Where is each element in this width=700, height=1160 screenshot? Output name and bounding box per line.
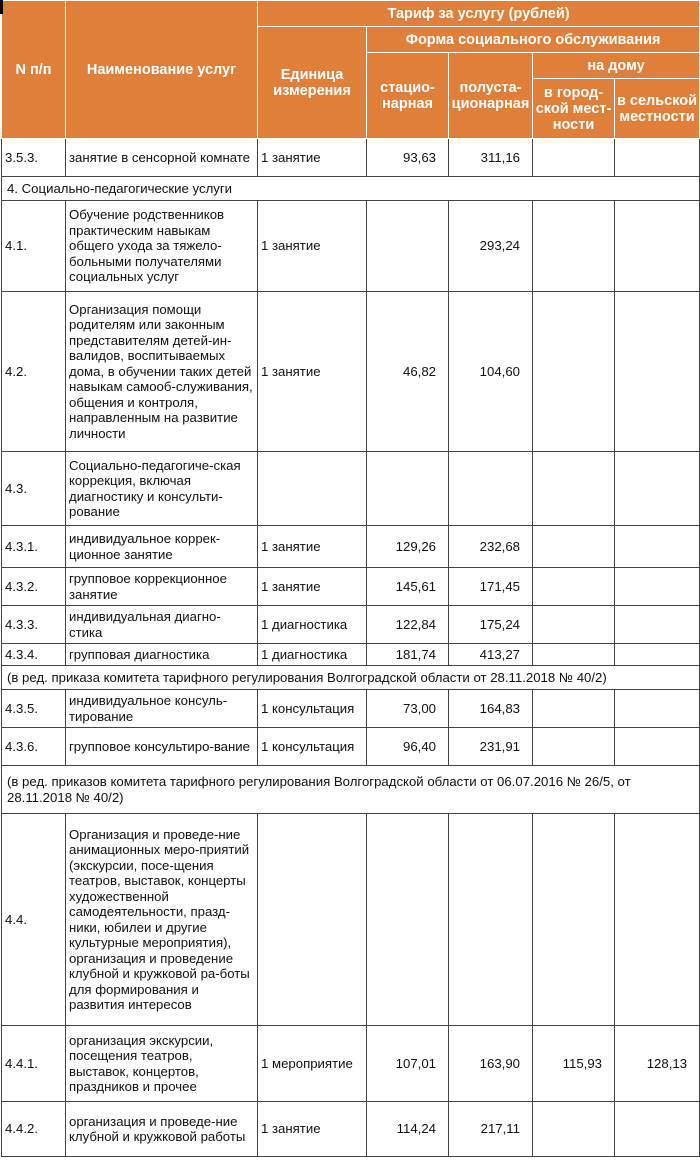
table-row: [2, 1026, 700, 1102]
row-urban: [533, 568, 615, 606]
row-rural: [615, 139, 700, 177]
row-name: Обучение родственников практическим навыкам общего ухода за тяжело-больными получателями социальных услуг: [66, 201, 258, 292]
header-stationary: стацио-нарная: [367, 53, 449, 139]
amendment-row: [2, 666, 700, 690]
row-semi: 413,27: [449, 644, 533, 666]
table-row: [2, 292, 700, 452]
row-stationary: 46,82: [367, 292, 449, 452]
row-semi: 232,68: [449, 526, 533, 568]
row-name: организация экскурсии, посещения театров, выставок, концертов, праздников и прочее: [66, 1026, 258, 1102]
header-num: N п/п: [2, 1, 66, 139]
row-urban: [533, 292, 615, 452]
row-urban: 115,93: [533, 1026, 615, 1102]
row-stationary: [367, 201, 449, 292]
row-stationary: 129,26: [367, 526, 449, 568]
table-row: [2, 606, 700, 644]
row-name: групповое консультиро-вание: [66, 728, 258, 766]
row-rural: [615, 644, 700, 666]
row-stationary: 73,00: [367, 690, 449, 728]
row-name: индивидуальная диагно-стика: [66, 606, 258, 644]
header-tariff: Тариф за услугу (рублей): [258, 1, 700, 27]
row-semi: 163,90: [449, 1026, 533, 1102]
row-stationary: 107,01: [367, 1026, 449, 1102]
row-code: 4.2.: [2, 292, 66, 452]
row-unit: 1 занятие: [258, 1102, 367, 1157]
row-stationary: 122,84: [367, 606, 449, 644]
row-semi: 311,16: [449, 139, 533, 177]
row-urban: [533, 644, 615, 666]
table-row: [2, 1102, 700, 1157]
header-rural: в сельской местности: [615, 79, 700, 139]
row-stationary: [367, 814, 449, 1026]
row-name: групповое коррекционное занятие: [66, 568, 258, 606]
row-unit: [258, 814, 367, 1026]
row-stationary: 181,74: [367, 644, 449, 666]
row-code: 4.3.4.: [2, 644, 66, 666]
corner-mark: [0, 0, 3, 14]
row-rural: [615, 606, 700, 644]
row-code: 4.1.: [2, 201, 66, 292]
table-row: [2, 568, 700, 606]
header-form: Форма социального обслуживания: [367, 27, 700, 53]
row-unit: 1 занятие: [258, 526, 367, 568]
row-rural: [615, 452, 700, 526]
row-stationary: 93,63: [367, 139, 449, 177]
row-name: индивидуальное консуль-тирование: [66, 690, 258, 728]
row-semi: 171,45: [449, 568, 533, 606]
row-unit: 1 консультация: [258, 690, 367, 728]
row-unit: 1 консультация: [258, 728, 367, 766]
row-semi: [449, 452, 533, 526]
table-row: [2, 526, 700, 568]
row-stationary: 145,61: [367, 568, 449, 606]
row-unit: 1 мероприятие: [258, 1026, 367, 1102]
row-unit: 1 занятие: [258, 568, 367, 606]
section-title: 4. Социально-педагогические услуги: [2, 177, 700, 201]
table-body: [2, 139, 700, 1157]
row-rural: [615, 728, 700, 766]
row-urban: [533, 1102, 615, 1157]
row-urban: [533, 201, 615, 292]
row-urban: [533, 139, 615, 177]
row-code: 4.3.5.: [2, 690, 66, 728]
table-row: [2, 644, 700, 666]
row-code: 4.3.3.: [2, 606, 66, 644]
row-code: 4.4.2.: [2, 1102, 66, 1157]
row-semi: [449, 814, 533, 1026]
tariff-table: [1, 0, 700, 1157]
table-row: [2, 452, 700, 526]
row-name: организация и проведе-ние клубной и кружковой работы: [66, 1102, 258, 1157]
row-code: 4.4.1.: [2, 1026, 66, 1102]
row-rural: [615, 201, 700, 292]
row-name: занятие в сенсорной комнате: [66, 139, 258, 177]
table-header: [2, 1, 700, 139]
row-code: 3.5.3.: [2, 139, 66, 177]
row-semi: 217,11: [449, 1102, 533, 1157]
row-unit: 1 занятие: [258, 139, 367, 177]
header-semi: полуста-ционарная: [449, 53, 533, 139]
table-row: [2, 728, 700, 766]
amendment-note: (в ред. приказов комитета тарифного регулирования Волгоградской области от 06.07.2016 № 26/5, от 28.11.2018 № 40/2): [2, 766, 700, 814]
row-unit: [258, 452, 367, 526]
row-stationary: 114,24: [367, 1102, 449, 1157]
row-rural: [615, 1102, 700, 1157]
row-semi: 104,60: [449, 292, 533, 452]
row-urban: [533, 690, 615, 728]
row-urban: [533, 606, 615, 644]
row-name: Организация помощи родителям или законным представителям детей-ин-валидов, воспитываемых дома, в обучении таких детей навыкам самооб-служивания, общения и контроля, направленным на развитие личности: [66, 292, 258, 452]
row-rural: 128,13: [615, 1026, 700, 1102]
row-unit: 1 диагностика: [258, 606, 367, 644]
row-stationary: [367, 452, 449, 526]
section-row: [2, 177, 700, 201]
row-urban: [533, 526, 615, 568]
row-rural: [615, 526, 700, 568]
row-unit: 1 занятие: [258, 292, 367, 452]
row-code: 4.4.: [2, 814, 66, 1026]
row-rural: [615, 814, 700, 1026]
header-unit: Единица измерения: [258, 27, 367, 139]
amendment-note: (в ред. приказа комитета тарифного регулирования Волгоградской области от 28.11.2018 № 40/2): [2, 666, 700, 690]
table-row: [2, 201, 700, 292]
row-code: 4.3.: [2, 452, 66, 526]
row-rural: [615, 292, 700, 452]
row-name: Социально-педагогиче-ская коррекция, включая диагностику и консульти-рование: [66, 452, 258, 526]
row-name: индивидуальное коррек-ционное занятие: [66, 526, 258, 568]
header-home: на дому: [533, 53, 700, 79]
row-semi: 293,24: [449, 201, 533, 292]
row-unit: 1 занятие: [258, 201, 367, 292]
row-semi: 164,83: [449, 690, 533, 728]
row-semi: 231,91: [449, 728, 533, 766]
row-rural: [615, 690, 700, 728]
amendment-row: [2, 766, 700, 814]
table-row: [2, 690, 700, 728]
row-code: 4.3.6.: [2, 728, 66, 766]
header-name: Наименование услуг: [66, 1, 258, 139]
header-urban: в город-ской мест-ности: [533, 79, 615, 139]
row-urban: [533, 452, 615, 526]
row-urban: [533, 728, 615, 766]
row-name: Организация и проведе-ние анимационных меро-приятий (экскурсии, посе-щения театров, выставок, концерты художественной самодеятельности, празд-ники, юбилеи и другие культурные мероприятия), организация и проведение клубной и кружковой ра-боты для формирования и развития интересов: [66, 814, 258, 1026]
row-semi: 175,24: [449, 606, 533, 644]
row-name: групповая диагностика: [66, 644, 258, 666]
row-code: 4.3.2.: [2, 568, 66, 606]
row-stationary: 96,40: [367, 728, 449, 766]
table-row: [2, 139, 700, 177]
row-rural: [615, 568, 700, 606]
row-urban: [533, 814, 615, 1026]
row-unit: 1 диагностика: [258, 644, 367, 666]
row-code: 4.3.1.: [2, 526, 66, 568]
table-row: [2, 814, 700, 1026]
